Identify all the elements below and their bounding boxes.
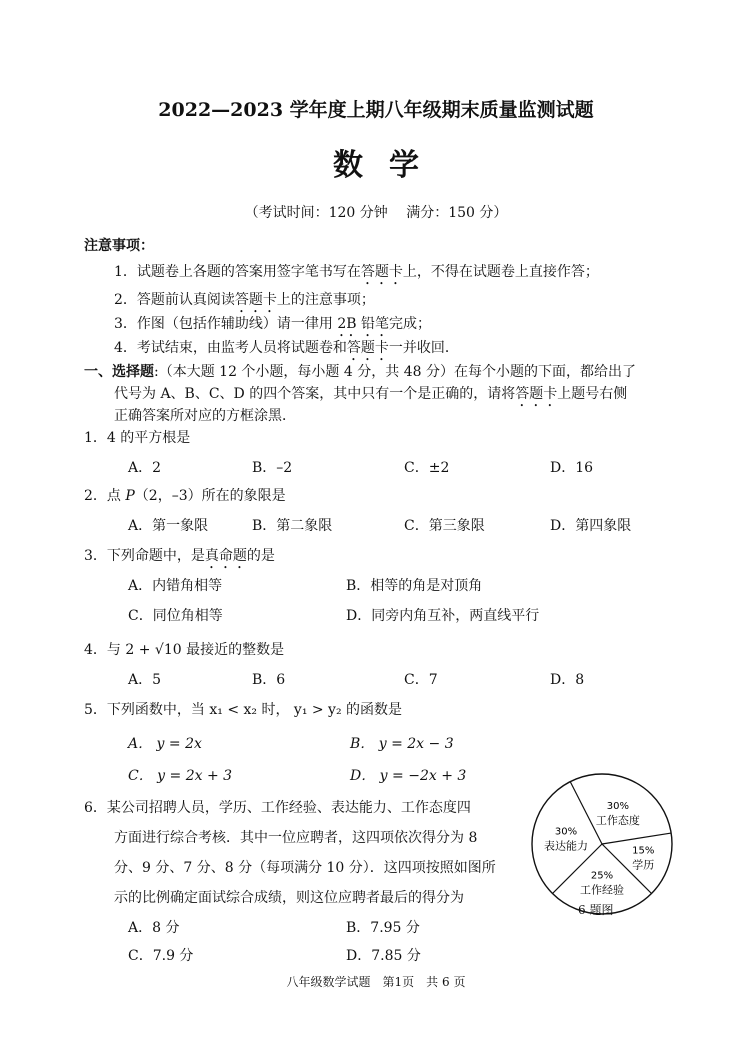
section1-intro-line3: 正确答案所对应的方框涂黑． bbox=[114, 408, 296, 424]
subject-title: 数学 bbox=[333, 148, 445, 183]
q1-option-c: C．±2 bbox=[404, 460, 450, 476]
q2-option-a: A．第一象限 bbox=[128, 518, 209, 534]
question-2-stem: 2．点 P（2，–3）所在的象限是 bbox=[84, 488, 286, 504]
question-1-stem: 1．4 的平方根是 bbox=[84, 430, 191, 446]
q4-option-d: D．8 bbox=[550, 672, 585, 688]
q5-option-b: B． y = 2x − 3 bbox=[350, 736, 454, 752]
pie-slice-label: 工作经验 bbox=[580, 883, 624, 897]
question-4-stem: 4．与 2 + √10 最接近的整数是 bbox=[84, 642, 285, 658]
q3-option-a: A．内错角相等 bbox=[128, 578, 223, 594]
q1-option-b: B．–2 bbox=[252, 460, 293, 476]
note-item: 3．作图（包括作辅助线）请一律用 2B 铅笔完成； bbox=[114, 316, 432, 332]
pie-slice-percent: 15% bbox=[632, 845, 655, 857]
question-6-line: 6．某公司招聘人员，学历、工作经验、表达能力、工作态度四 bbox=[84, 800, 471, 816]
exam-title: 2022—2023 学年度上期八年级期末质量监测试题 bbox=[158, 99, 594, 121]
q2-option-d: D．第四象限 bbox=[550, 518, 632, 534]
section1-intro: 一、选择题:（本大题 12 个小题，每小题 4 分，共 48 分）在每个小题的下面，都给出了 bbox=[84, 364, 636, 380]
pie-slice-percent: 25% bbox=[590, 870, 614, 882]
q6-option-d: D．7.85 分 bbox=[346, 948, 421, 964]
exam-time-info: （考试时间：120 分钟 满分：150 分） bbox=[244, 205, 508, 221]
q3-option-c: C．同位角相等 bbox=[128, 608, 223, 624]
q1-option-a: A．2 bbox=[128, 460, 162, 476]
q6-option-c: C．7.9 分 bbox=[128, 948, 194, 964]
q4-option-c: C．7 bbox=[404, 672, 438, 688]
q2-option-c: C．第三象限 bbox=[404, 518, 485, 534]
question-5-stem: 5．下列函数中，当 x₁ < x₂ 时， y₁ > y₂ 的函数是 bbox=[84, 702, 403, 718]
pie-slice-label: 学历 bbox=[632, 858, 655, 872]
q3-option-d: D．同旁内角互补，两直线平行 bbox=[346, 608, 540, 624]
figure-caption: 6 题图 bbox=[578, 903, 614, 917]
pie-slice-label: 表达能力 bbox=[544, 839, 589, 853]
q3-option-b: B．相等的角是对顶角 bbox=[346, 578, 483, 594]
notes-heading: 注意事项： bbox=[84, 238, 154, 254]
note-item: 1．试题卷上各题的答案用签字笔书写在答题卡上，不得在试题卷上直接作答； bbox=[114, 264, 599, 280]
q1-option-d: D．16 bbox=[550, 460, 594, 476]
section1-intro-line2: 代号为 A、B、C、D 的四个答案，其中只有一个是正确的，请将答题卡上题号右侧 bbox=[114, 386, 628, 402]
pie-slice-percent: 30% bbox=[606, 800, 630, 812]
q4-option-b: B．6 bbox=[252, 672, 286, 688]
question-3-stem: 3．下列命题中，是真命题的是 bbox=[84, 548, 275, 564]
q5-option-a: A． y = 2x bbox=[128, 736, 202, 752]
pie-slice-percent: 30% bbox=[554, 826, 578, 838]
pie-chart bbox=[528, 770, 676, 918]
question-6-line: 示的比例确定面试综合成绩，则这位应聘者最后的得分为 bbox=[114, 890, 464, 906]
q6-option-b: B．7.95 分 bbox=[346, 920, 420, 936]
pie-slice-label: 工作态度 bbox=[595, 813, 640, 827]
q2-option-b: B．第二象限 bbox=[252, 518, 333, 534]
q6-option-a: A．8 分 bbox=[128, 920, 180, 936]
page-footer: 八年级数学试题 第1页 共 6 页 bbox=[286, 975, 466, 989]
q5-option-d: D． y = −2x + 3 bbox=[350, 768, 467, 784]
question-6-line: 分、9 分、7 分、8 分（每项满分 10 分）．这四项按照如图所 bbox=[114, 860, 496, 876]
question-6-line: 方面进行综合考核．其中一位应聘者，这四项依次得分为 8 bbox=[114, 830, 478, 846]
note-item: 2．答题前认真阅读答题卡上的注意事项； bbox=[114, 292, 375, 308]
q4-option-a: A．5 bbox=[128, 672, 162, 688]
note-item: 4．考试结束，由监考人员将试题卷和答题卡一并收回． bbox=[114, 340, 459, 356]
q5-option-c: C． y = 2x + 3 bbox=[128, 768, 233, 784]
pie-chart-svg bbox=[528, 770, 676, 918]
